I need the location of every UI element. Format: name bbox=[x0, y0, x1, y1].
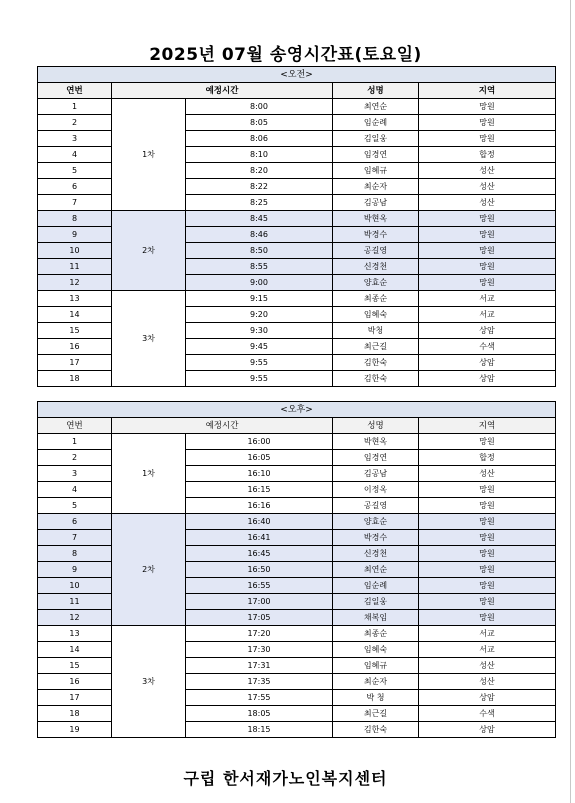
name-cell: 김일웅 bbox=[333, 594, 419, 610]
organization-name: 구립 한서재가노인복지센터 bbox=[183, 769, 388, 788]
scheduled-time-cell: 17:20 bbox=[186, 626, 333, 642]
scheduled-time-cell: 9:30 bbox=[186, 323, 333, 339]
area-cell: 망원 bbox=[419, 482, 556, 498]
row-number-cell: 8 bbox=[38, 546, 112, 562]
name-cell: 김공남 bbox=[333, 466, 419, 482]
name-cell: 공길영 bbox=[333, 498, 419, 514]
name-cell: 임경연 bbox=[333, 450, 419, 466]
column-header-time: 예정시간 bbox=[112, 83, 333, 99]
name-cell: 최종순 bbox=[333, 291, 419, 307]
trip-group-cell: 2차 bbox=[112, 514, 186, 626]
morning-section-label: <오전> bbox=[38, 67, 556, 83]
scheduled-time-cell: 9:00 bbox=[186, 275, 333, 291]
row-number-cell: 18 bbox=[38, 706, 112, 722]
scheduled-time-cell: 8:06 bbox=[186, 131, 333, 147]
name-cell: 최종순 bbox=[333, 626, 419, 642]
row-number-cell: 12 bbox=[38, 610, 112, 626]
area-cell: 망원 bbox=[419, 498, 556, 514]
row-number-cell: 7 bbox=[38, 195, 112, 211]
row-number-cell: 11 bbox=[38, 259, 112, 275]
area-cell: 성산 bbox=[419, 195, 556, 211]
area-cell: 망원 bbox=[419, 99, 556, 115]
area-cell: 망원 bbox=[419, 115, 556, 131]
name-cell: 채복임 bbox=[333, 610, 419, 626]
row-number-cell: 10 bbox=[38, 578, 112, 594]
row-number-cell: 2 bbox=[38, 450, 112, 466]
scheduled-time-cell: 17:31 bbox=[186, 658, 333, 674]
area-cell: 망원 bbox=[419, 227, 556, 243]
row-number-cell: 1 bbox=[38, 99, 112, 115]
column-header-name: 성명 bbox=[333, 418, 419, 434]
name-cell: 임혜규 bbox=[333, 658, 419, 674]
table-row bbox=[38, 434, 556, 450]
scheduled-time-cell: 8:50 bbox=[186, 243, 333, 259]
area-cell: 망원 bbox=[419, 275, 556, 291]
scheduled-time-cell: 16:00 bbox=[186, 434, 333, 450]
row-number-cell: 11 bbox=[38, 594, 112, 610]
morning-rows bbox=[38, 99, 556, 387]
row-number-cell: 8 bbox=[38, 211, 112, 227]
name-cell: 김한숙 bbox=[333, 355, 419, 371]
scheduled-time-cell: 16:10 bbox=[186, 466, 333, 482]
name-cell: 임혜숙 bbox=[333, 307, 419, 323]
scheduled-time-cell: 9:55 bbox=[186, 355, 333, 371]
name-cell: 박현옥 bbox=[333, 434, 419, 450]
name-cell: 임경연 bbox=[333, 147, 419, 163]
area-cell: 망원 bbox=[419, 243, 556, 259]
area-cell: 서교 bbox=[419, 626, 556, 642]
name-cell: 최연순 bbox=[333, 99, 419, 115]
scheduled-time-cell: 16:05 bbox=[186, 450, 333, 466]
row-number-cell: 14 bbox=[38, 307, 112, 323]
row-number-cell: 9 bbox=[38, 562, 112, 578]
row-number-cell: 9 bbox=[38, 227, 112, 243]
row-number-cell: 15 bbox=[38, 323, 112, 339]
row-number-cell: 12 bbox=[38, 275, 112, 291]
row-number-cell: 16 bbox=[38, 674, 112, 690]
name-cell: 박 청 bbox=[333, 690, 419, 706]
area-cell: 망원 bbox=[419, 514, 556, 530]
trip-group-cell: 1차 bbox=[112, 434, 186, 514]
area-cell: 성산 bbox=[419, 658, 556, 674]
row-number-cell: 13 bbox=[38, 626, 112, 642]
afternoon-section-label: <오후> bbox=[38, 402, 556, 418]
area-cell: 성산 bbox=[419, 674, 556, 690]
area-cell: 망원 bbox=[419, 211, 556, 227]
table-row bbox=[38, 514, 556, 530]
scheduled-time-cell: 17:55 bbox=[186, 690, 333, 706]
scheduled-time-cell: 16:40 bbox=[186, 514, 333, 530]
name-cell: 박경수 bbox=[333, 227, 419, 243]
scheduled-time-cell: 8:10 bbox=[186, 147, 333, 163]
area-cell: 망원 bbox=[419, 434, 556, 450]
row-number-cell: 14 bbox=[38, 642, 112, 658]
table-row bbox=[38, 291, 556, 307]
scheduled-time-cell: 16:15 bbox=[186, 482, 333, 498]
row-number-cell: 18 bbox=[38, 371, 112, 387]
row-number-cell: 16 bbox=[38, 339, 112, 355]
morning-schedule-table bbox=[37, 66, 556, 387]
scheduled-time-cell: 18:15 bbox=[186, 722, 333, 738]
scheduled-time-cell: 9:15 bbox=[186, 291, 333, 307]
name-cell: 박현옥 bbox=[333, 211, 419, 227]
area-cell: 수색 bbox=[419, 339, 556, 355]
scheduled-time-cell: 8:25 bbox=[186, 195, 333, 211]
name-cell: 최순자 bbox=[333, 674, 419, 690]
area-cell: 상암 bbox=[419, 690, 556, 706]
area-cell: 망원 bbox=[419, 610, 556, 626]
row-number-cell: 17 bbox=[38, 355, 112, 371]
name-cell: 김공남 bbox=[333, 195, 419, 211]
name-cell: 임혜규 bbox=[333, 163, 419, 179]
area-cell: 상암 bbox=[419, 355, 556, 371]
area-cell: 망원 bbox=[419, 578, 556, 594]
name-cell: 박경수 bbox=[333, 530, 419, 546]
row-number-cell: 6 bbox=[38, 179, 112, 195]
name-cell: 신경천 bbox=[333, 259, 419, 275]
name-cell: 공길영 bbox=[333, 243, 419, 259]
name-cell: 이정옥 bbox=[333, 482, 419, 498]
area-cell: 합정 bbox=[419, 450, 556, 466]
area-cell: 성산 bbox=[419, 179, 556, 195]
scheduled-time-cell: 9:20 bbox=[186, 307, 333, 323]
name-cell: 최근길 bbox=[333, 706, 419, 722]
row-number-cell: 15 bbox=[38, 658, 112, 674]
area-cell: 성산 bbox=[419, 466, 556, 482]
name-cell: 임순례 bbox=[333, 578, 419, 594]
column-header-number: 연번 bbox=[38, 83, 112, 99]
area-cell: 서교 bbox=[419, 307, 556, 323]
area-cell: 망원 bbox=[419, 546, 556, 562]
scheduled-time-cell: 17:00 bbox=[186, 594, 333, 610]
page-edge bbox=[570, 0, 571, 803]
area-cell: 서교 bbox=[419, 291, 556, 307]
row-number-cell: 4 bbox=[38, 147, 112, 163]
scheduled-time-cell: 16:16 bbox=[186, 498, 333, 514]
afternoon-rows bbox=[38, 434, 556, 738]
name-cell: 김한숙 bbox=[333, 722, 419, 738]
scheduled-time-cell: 16:55 bbox=[186, 578, 333, 594]
row-number-cell: 5 bbox=[38, 163, 112, 179]
name-cell: 최순자 bbox=[333, 179, 419, 195]
area-cell: 망원 bbox=[419, 562, 556, 578]
name-cell: 박청 bbox=[333, 323, 419, 339]
area-cell: 상암 bbox=[419, 722, 556, 738]
row-number-cell: 19 bbox=[38, 722, 112, 738]
area-cell: 망원 bbox=[419, 530, 556, 546]
area-cell: 서교 bbox=[419, 642, 556, 658]
scheduled-time-cell: 8:05 bbox=[186, 115, 333, 131]
area-cell: 성산 bbox=[419, 163, 556, 179]
table-row bbox=[38, 211, 556, 227]
scheduled-time-cell: 16:45 bbox=[186, 546, 333, 562]
area-cell: 상암 bbox=[419, 371, 556, 387]
scheduled-time-cell: 17:05 bbox=[186, 610, 333, 626]
area-cell: 망원 bbox=[419, 131, 556, 147]
area-cell: 상암 bbox=[419, 323, 556, 339]
scheduled-time-cell: 18:05 bbox=[186, 706, 333, 722]
name-cell: 최근길 bbox=[333, 339, 419, 355]
row-number-cell: 5 bbox=[38, 498, 112, 514]
column-header-area: 지역 bbox=[419, 418, 556, 434]
name-cell: 임혜숙 bbox=[333, 642, 419, 658]
name-cell: 임순례 bbox=[333, 115, 419, 131]
area-cell: 합정 bbox=[419, 147, 556, 163]
scheduled-time-cell: 16:41 bbox=[186, 530, 333, 546]
name-cell: 양효순 bbox=[333, 275, 419, 291]
scheduled-time-cell: 16:50 bbox=[186, 562, 333, 578]
table-row bbox=[38, 626, 556, 642]
area-cell: 망원 bbox=[419, 259, 556, 275]
row-number-cell: 1 bbox=[38, 434, 112, 450]
name-cell: 신경천 bbox=[333, 546, 419, 562]
scheduled-time-cell: 8:55 bbox=[186, 259, 333, 275]
column-header-area: 지역 bbox=[419, 83, 556, 99]
row-number-cell: 3 bbox=[38, 131, 112, 147]
scheduled-time-cell: 9:45 bbox=[186, 339, 333, 355]
trip-group-cell: 3차 bbox=[112, 626, 186, 738]
row-number-cell: 6 bbox=[38, 514, 112, 530]
row-number-cell: 7 bbox=[38, 530, 112, 546]
column-header-number: 연번 bbox=[38, 418, 112, 434]
scheduled-time-cell: 8:46 bbox=[186, 227, 333, 243]
scheduled-time-cell: 17:35 bbox=[186, 674, 333, 690]
afternoon-schedule-table bbox=[37, 401, 556, 738]
name-cell: 김한숙 bbox=[333, 371, 419, 387]
table-row bbox=[38, 99, 556, 115]
row-number-cell: 13 bbox=[38, 291, 112, 307]
scheduled-time-cell: 8:20 bbox=[186, 163, 333, 179]
area-cell: 망원 bbox=[419, 594, 556, 610]
trip-group-cell: 1차 bbox=[112, 99, 186, 211]
name-cell: 김일웅 bbox=[333, 131, 419, 147]
name-cell: 최연순 bbox=[333, 562, 419, 578]
column-header-name: 성명 bbox=[333, 83, 419, 99]
row-number-cell: 4 bbox=[38, 482, 112, 498]
scheduled-time-cell: 8:00 bbox=[186, 99, 333, 115]
scheduled-time-cell: 8:45 bbox=[186, 211, 333, 227]
trip-group-cell: 3차 bbox=[112, 291, 186, 387]
scheduled-time-cell: 8:22 bbox=[186, 179, 333, 195]
trip-group-cell: 2차 bbox=[112, 211, 186, 291]
row-number-cell: 17 bbox=[38, 690, 112, 706]
scheduled-time-cell: 17:30 bbox=[186, 642, 333, 658]
row-number-cell: 3 bbox=[38, 466, 112, 482]
row-number-cell: 10 bbox=[38, 243, 112, 259]
name-cell: 양효순 bbox=[333, 514, 419, 530]
row-number-cell: 2 bbox=[38, 115, 112, 131]
area-cell: 수색 bbox=[419, 706, 556, 722]
page-title: 2025년 07월 송영시간표(토요일) bbox=[149, 45, 422, 65]
column-header-time: 예정시간 bbox=[112, 418, 333, 434]
scheduled-time-cell: 9:55 bbox=[186, 371, 333, 387]
